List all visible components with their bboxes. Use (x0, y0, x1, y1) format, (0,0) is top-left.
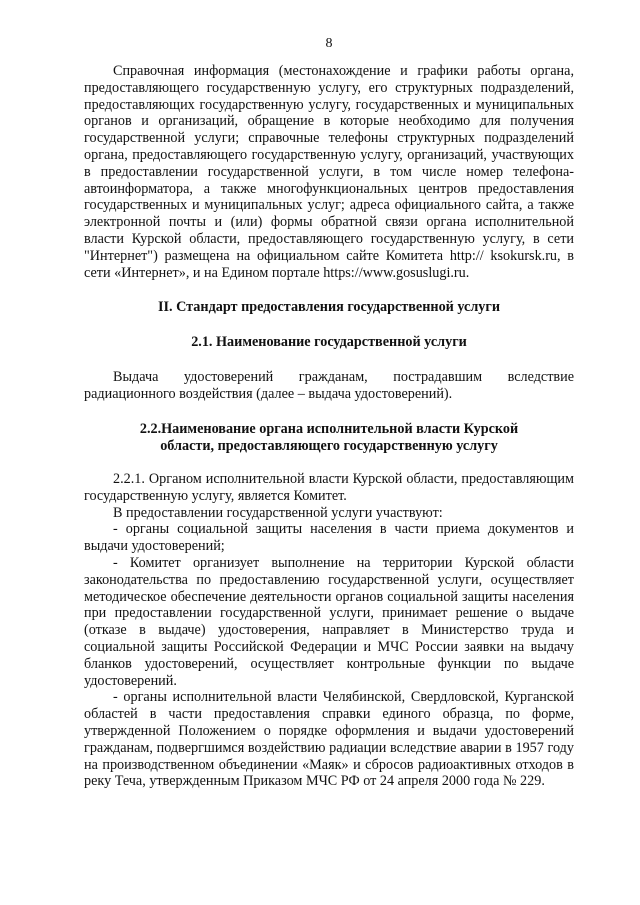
list-item-social-protection: - органы социальной защиты населения в части приема документов и выдачи удостоверений; (84, 521, 574, 555)
page-number: 8 (325, 36, 333, 51)
service-name-paragraph: Выдача удостоверений гражданам, пострадавшим вследствие радиационного воздействия (далее – выдача удостоверений). (84, 369, 574, 403)
subsection-heading-2-2 (84, 421, 574, 455)
intro-paragraph: Справочная информация (местонахождение и графики работы органа, предоставляющего государственную услугу, его структурных подразделений, предоставляющих государственную услугу, государственных и муниципальных органов и организаций, обращение в которые необходимо для получения государственной услуги; справочные телефоны структурных подразделений органа, предоставляющего государственную услугу, организаций, участвующих в предоставлении государственной услуги, в том числе номер телефона-автоинформатора, а также многофункциональных центров предоставления государственных и муниципальных услуг; адреса официального сайта, а также электронной почты и (или) формы обратной связи органа исполнительной власти Курской области, предоставляющего государственную услугу, в сети "Интернет") размещена на официальном сайте Комитета http:// ksokursk.ru, в сети «Интернет», и на Едином портале https://www.gosuslugi.ru. (84, 63, 574, 281)
subsection-heading-2-2-line2: области, предоставляющего государственную услугу (160, 437, 498, 454)
section-heading: II. Стандарт предоставления государственной услуги (157, 299, 501, 316)
paragraph-2-2-1: 2.2.1. Органом исполнительной власти Курской области, предоставляющим государственную услугу, является Комитет. (84, 470, 574, 504)
list-item-regional-authorities: - органы исполнительной власти Челябинской, Свердловской, Курганской областей в части предоставления справки единого образца, по форме, утвержденной Положением о порядке оформления и выдачи удостоверений гражданам, подвергшимся воздействию радиации вследствие аварии в 1957 году на производственном объединении «Маяк» и сбросов радиоактивных отходов в реку Теча, утвержденным Приказом МЧС РФ от 24 апреля 2000 года № 229. (84, 689, 574, 790)
participants-intro-paragraph: В предоставлении государственной услуги участвуют: (113, 504, 443, 521)
subsection-heading-2-2-line1: 2.2.Наименование органа исполнительной власти Курской (139, 420, 519, 437)
list-item-committee: - Комитет организует выполнение на территории Курской области законодательства по предоставлению государственной услуги, осуществляет методическое обеспечение деятельности органов социальной защиты населения при предоставлении государственной услуги, принимает решение о выдаче (отказе в выдаче) удостоверения, направляет в Министерство труда и социальной защиты Российской Федерации и МЧС России заявки на выдачу бланков удостоверений, осуществляет контрольные функции по выдаче удостоверений. (84, 554, 574, 689)
subsection-heading-2-1: 2.1. Наименование государственной услуги (191, 334, 467, 351)
